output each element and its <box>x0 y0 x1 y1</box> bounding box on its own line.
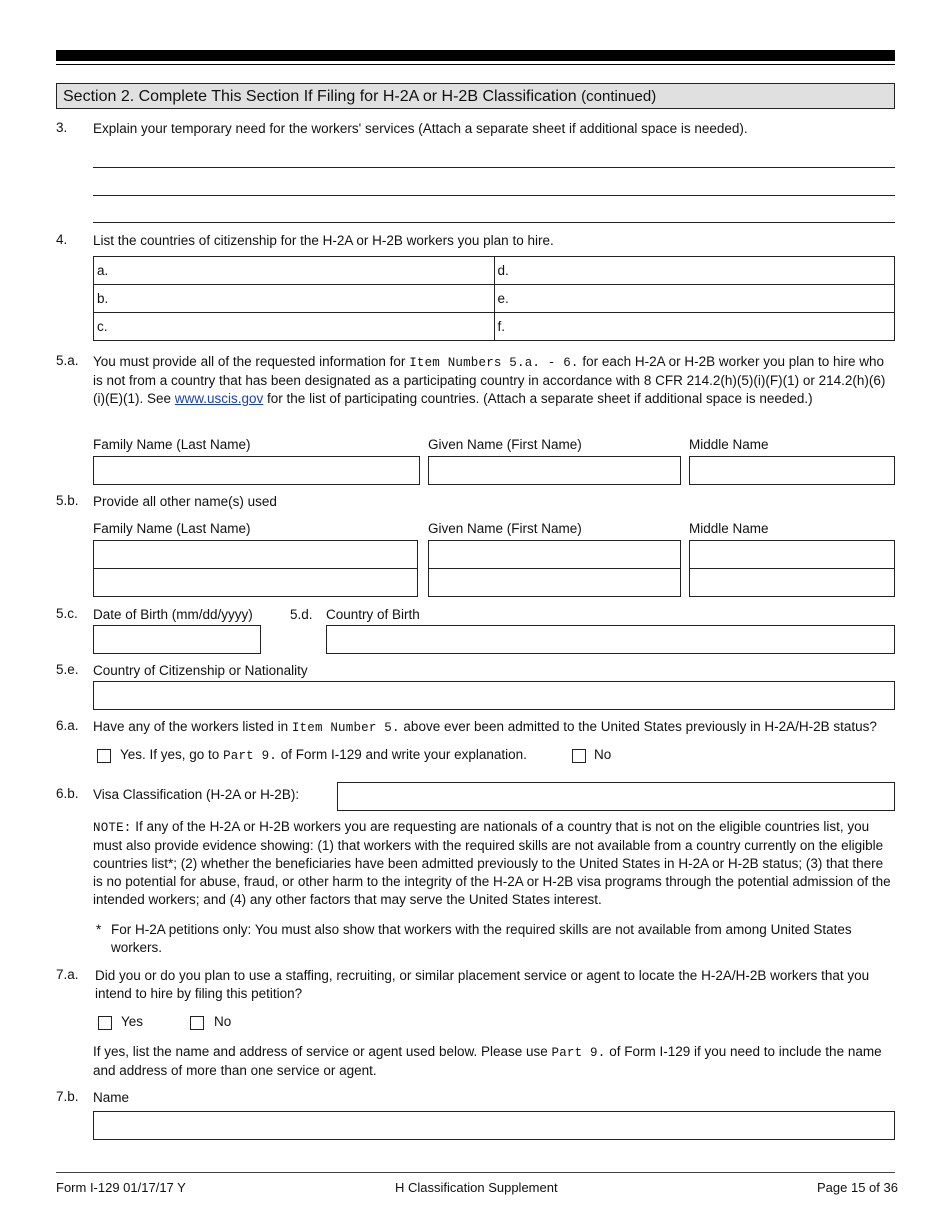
q5b-text: Provide all other name(s) used <box>93 494 277 509</box>
q5b-middle-input-1[interactable] <box>689 540 895 569</box>
country-of-birth-input[interactable] <box>326 625 895 654</box>
q4-text: List the countries of citizenship for the H-2A or H-2B workers you plan to hire. <box>93 233 554 248</box>
q5a-middle-input[interactable] <box>689 456 895 485</box>
q7a-followup <box>93 1043 895 1080</box>
q6a-part-ref: Part 9. <box>223 749 277 763</box>
q6b-number: 6.b. <box>56 786 79 801</box>
section-title: Section 2. Complete This Section If Filing for H-2A or H-2B Classification <box>63 88 577 105</box>
q5b-given-label: Given Name (First Name) <box>428 521 582 536</box>
q5a-item-ref: Item Numbers 5.a. - 6. <box>409 356 579 370</box>
footer-form-id: Form I-129 01/17/17 Y <box>56 1180 186 1195</box>
q6a-text-part1: Have any of the workers listed in <box>93 719 292 734</box>
q5a-text <box>93 353 895 408</box>
section-continued: (continued) <box>581 88 657 105</box>
countries-table <box>93 256 895 341</box>
note-text: If any of the H-2A or H-2B workers you are requesting are nationals of a country that is not on the eligible countries list, you must also provide evidence showing: (1) that workers with the required skills are not available from a country currently on the eligible countries list*; (2) whether the beneficiaries have been admitted previously to the United States in H-2A or H-2B status; (3) that there is no potential for abuse, fraud, or other harm to the integrity of the H-2A or H-2B visa programs through the potential admission of the intended workers; and (4) any other factors that may serve the United States interest. <box>93 819 891 907</box>
q6a-yes-label <box>120 746 527 765</box>
q5b-given-input-1[interactable] <box>428 540 681 569</box>
footer-title: H Classification Supplement <box>395 1180 558 1195</box>
q6a-yes-part1: Yes. If yes, go to <box>120 747 224 762</box>
date-of-birth-input[interactable] <box>93 625 261 654</box>
q5c-text: Date of Birth (mm/dd/yyyy) <box>93 607 253 622</box>
section-header <box>56 83 895 109</box>
uscis-link[interactable]: www.uscis.gov <box>174 391 264 406</box>
q5b-middle-label: Middle Name <box>689 521 769 536</box>
top-rule-thick <box>56 50 895 61</box>
q6a-yes-checkbox[interactable] <box>97 749 111 763</box>
q5b-family-input-1[interactable] <box>93 540 418 569</box>
q5e-number: 5.e. <box>56 662 79 677</box>
q7a-yes-label: Yes <box>121 1014 144 1029</box>
citizenship-input[interactable] <box>93 681 895 710</box>
q6a-number: 6.a. <box>56 718 79 733</box>
note-star-text: For H-2A petitions only: You must also show that workers with the required skills are not available from among United States workers. <box>111 922 852 955</box>
q6a-no-checkbox[interactable] <box>572 749 586 763</box>
q5e-text: Country of Citizenship or Nationality <box>93 663 308 678</box>
q6b-note <box>93 818 895 909</box>
q6a-text <box>93 718 898 737</box>
country-cell-b[interactable]: b. <box>94 285 495 313</box>
q7a-followup-part2: of Form I-129 if you need to include the name and address of more than one service or agent. <box>93 1044 882 1078</box>
q6b-text: Visa Classification (H-2A or H-2B): <box>93 787 300 802</box>
q5a-text-part2: for each H-2A or H-2B worker you plan to hire who is not from a country that has been designated as a participating country in accordance with 8 CFR 214.2(h)(5)(i)(F)(1) or 214.2(h)(6)(i)(E)(1). See <box>93 354 886 406</box>
country-cell-c[interactable]: c. <box>94 313 495 341</box>
country-cell-d[interactable]: d. <box>494 257 895 285</box>
visa-classification-input[interactable] <box>337 782 895 811</box>
footer-rule <box>56 1172 895 1173</box>
q6a-text-part2: above ever been admitted to the United States previously in H-2A/H-2B status? <box>399 719 877 734</box>
q6a-no-label: No <box>594 747 612 762</box>
q5d-text: Country of Birth <box>326 607 420 622</box>
country-cell-f[interactable]: f. <box>494 313 895 341</box>
agent-name-input[interactable] <box>93 1111 895 1140</box>
q5c-number: 5.c. <box>56 606 78 621</box>
q5a-given-label: Given Name (First Name) <box>428 437 582 452</box>
q5b-middle-input-2[interactable] <box>689 568 895 597</box>
q3-line-3[interactable] <box>93 222 895 223</box>
q7a-followup-part1: If yes, list the name and address of service or agent used below. Please use <box>93 1044 552 1059</box>
q6a-item-ref: Item Number 5. <box>291 721 400 735</box>
q5b-family-input-2[interactable] <box>93 568 418 597</box>
q5a-middle-label: Middle Name <box>689 437 769 452</box>
q5b-family-label: Family Name (Last Name) <box>93 521 251 536</box>
q7a-number: 7.a. <box>56 967 79 982</box>
q7b-text: Name <box>93 1090 130 1105</box>
q5d-number: 5.d. <box>290 607 313 622</box>
top-rule-thin <box>56 64 895 65</box>
q6a-yes-part2: of Form I-129 and write your explanation. <box>277 747 527 762</box>
q3-line-2[interactable] <box>93 195 895 196</box>
q5a-given-input[interactable] <box>428 456 681 485</box>
footer-page-number: Page 15 of 36 <box>817 1180 898 1195</box>
note-label: NOTE: <box>93 821 132 835</box>
note-asterisk: * <box>96 922 102 937</box>
q4-number: 4. <box>56 232 68 247</box>
q3-line-1[interactable] <box>93 167 895 168</box>
country-cell-e[interactable]: e. <box>494 285 895 313</box>
q3-text: Explain your temporary need for the workers' services (Attach a separate sheet if additional space is needed). <box>93 121 748 136</box>
q5b-given-input-2[interactable] <box>428 568 681 597</box>
q5a-text-part3: for the list of participating countries. (Attach a separate sheet if additional space is needed.) <box>263 391 813 406</box>
q7a-no-label: No <box>214 1014 232 1029</box>
q3-number: 3. <box>56 120 68 135</box>
country-cell-a[interactable]: a. <box>94 257 495 285</box>
q5a-family-label: Family Name (Last Name) <box>93 437 251 452</box>
q7a-no-checkbox[interactable] <box>190 1016 204 1030</box>
q5b-number: 5.b. <box>56 493 79 508</box>
q5a-text-part1: You must provide all of the requested information for <box>93 354 410 369</box>
q7a-text: Did you or do you plan to use a staffing, recruiting, or similar placement service or agent to locate the H-2A/H-2B workers that you intend to hire by filing this petition? <box>95 968 870 1001</box>
q5a-number: 5.a. <box>56 353 79 368</box>
q7a-part-ref: Part 9. <box>551 1046 606 1060</box>
q7b-number: 7.b. <box>56 1089 79 1104</box>
q7a-yes-checkbox[interactable] <box>98 1016 112 1030</box>
q5a-family-input[interactable] <box>93 456 420 485</box>
